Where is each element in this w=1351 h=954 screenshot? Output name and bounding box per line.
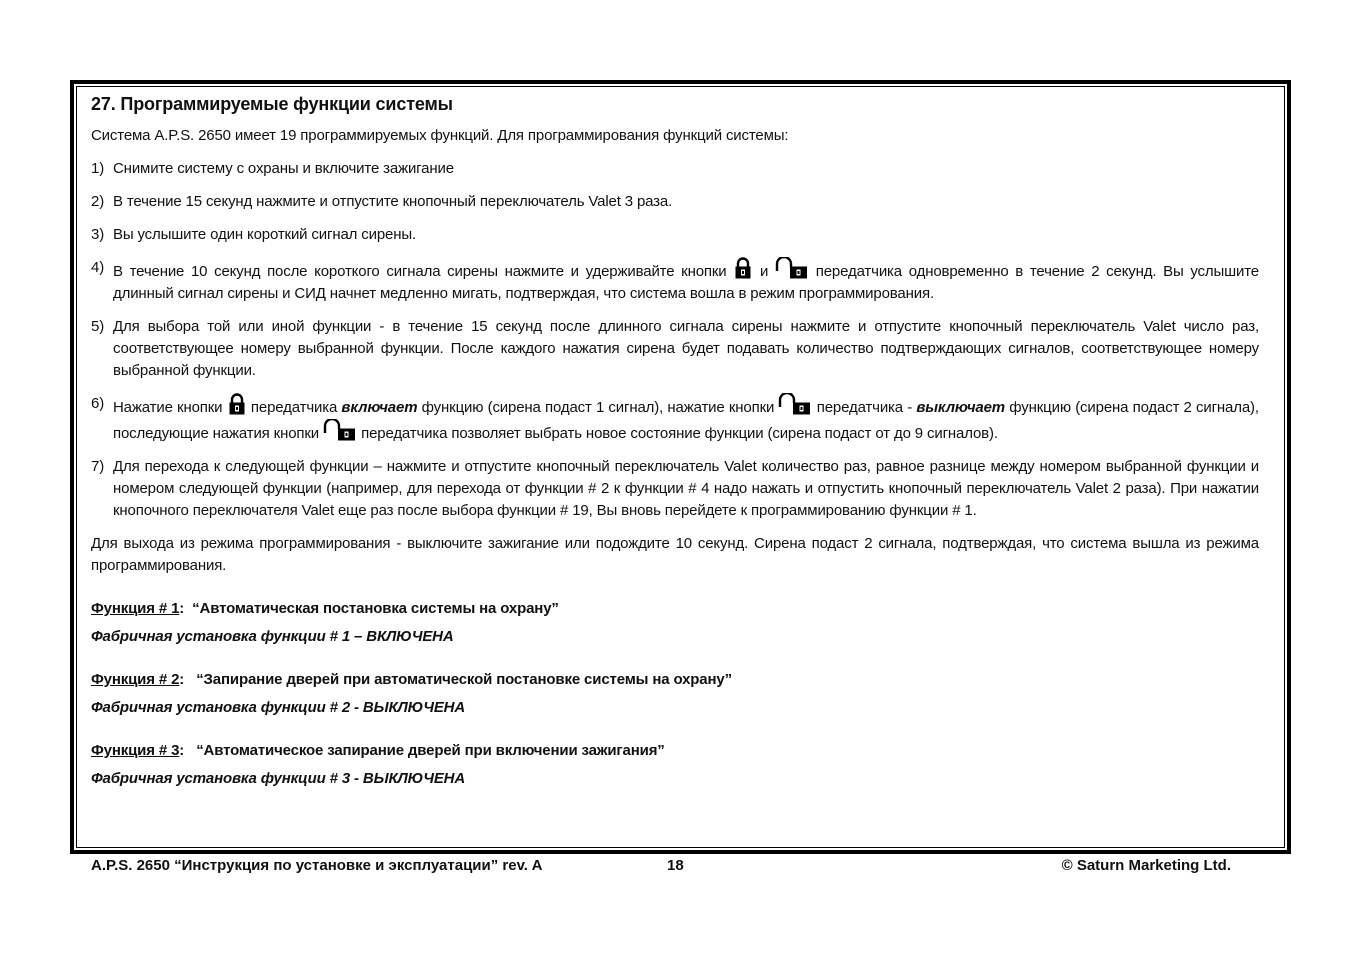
step-number: 7) [91,458,105,475]
step-number: 4) [91,259,105,276]
function-label: Функция # 2 [91,671,180,688]
step-text: Снимите систему с охраны и включите зажигание [113,160,454,177]
step-text-part: В течение 10 секунд после короткого сигнала сирены нажмите и удерживайте кнопки [113,263,727,280]
step-number: 1) [91,160,105,177]
step-text: В течение 15 секунд нажмите и отпустите кнопочный переключатель Valet 3 раза. [113,193,673,210]
footer-page-number: 18 [667,857,684,874]
function-2-block [91,669,1259,719]
step-2 [91,191,1259,213]
section-heading: 27. Программируемые функции системы [91,94,453,114]
document-body [91,90,1259,790]
page-footer [91,856,1231,876]
step-4 [91,257,1259,305]
function-default-setting: Фабричная установка функции # 1 – ВКЛЮЧЕНА [91,628,454,645]
step-1 [91,158,1259,180]
step-text [113,393,1259,445]
function-label: Функция # 3 [91,742,180,759]
step-text: Для выбора той или иной функции - в течение 15 секунд после длинного сигнала сирены нажмите и отпустите кнопочный переключатель Valet число раз, соответствующее номеру выбранной функции. После каждого нажатия сирена будет подавать количество подтверждающих сигналов, соответствующее номеру выбранной функции. [113,318,1259,379]
step-text: Вы услышите один короткий сигнал сирены. [113,226,417,243]
step-text-part: Нажатие кнопки [113,399,223,416]
function-label: Функция # 1 [91,600,180,617]
step-6 [91,393,1259,445]
intro-paragraph: Система A.P.S. 2650 имеет 19 программируемых функций. Для программирования функций системы: [91,127,789,144]
step-7 [91,456,1259,522]
lock-open-icon [323,419,357,441]
function-3-block [91,740,1259,790]
function-title: Функция # 1: “Автоматическая постановка системы на охрану” [91,600,559,617]
step-number: 5) [91,318,105,335]
step-text-part: передатчика - [816,399,913,416]
lock-open-icon [778,393,812,415]
function-title: Функция # 3: “Автоматическое запирание дверей при включении зажигания” [91,742,665,759]
step-text-part: функцию (сирена подаст 2 сигнала), последующие нажатия кнопки [113,399,1259,442]
function-title: Функция # 2: “Запирание дверей при автоматической постановке системы на охрану” [91,671,732,688]
lock-open-icon [775,257,809,279]
step-text-part: передатчика одновременно в течение 2 секунд. Вы услышите длинный сигнал сирены и СИД начнет медленно мигать, подтверждая, что система вошла в режим программирования. [113,263,1259,302]
enable-keyword: включает [341,399,418,416]
function-default-setting: Фабричная установка функции # 2 - ВЫКЛЮЧЕНА [91,699,466,716]
step-3 [91,224,1259,246]
function-name: “Автоматическое запирание дверей при включении зажигания” [196,742,665,759]
step-text-part: передатчика [250,399,338,416]
function-name: “Автоматическая постановка системы на охрану” [192,600,559,617]
lock-closed-icon [227,393,247,415]
exit-paragraph: Для выхода из режима программирования - выключите зажигание или подождите 10 секунд. Сирена подаст 2 сигнала, подтверждая, что система вышла из режима программирования. [91,535,1259,574]
step-number: 2) [91,193,105,210]
step-text-part: функцию (сирена подаст 1 сигнал), нажатие кнопки [421,399,775,416]
footer-document-title: A.P.S. 2650 “Инструкция по установке и эксплуатации” rev. A [91,857,543,874]
function-name: “Запирание дверей при автоматической постановке системы на охрану” [196,671,732,688]
footer-copyright: © Saturn Marketing Ltd. [1061,857,1231,874]
step-text [113,257,1259,305]
function-1-block [91,598,1259,648]
step-number: 6) [91,395,105,412]
disable-keyword: выключает [916,399,1005,416]
lock-closed-icon [733,257,753,279]
function-default-setting: Фабричная установка функции # 3 - ВЫКЛЮЧЕНА [91,770,466,787]
step-number: 3) [91,226,105,243]
step-5 [91,316,1259,382]
step-text: Для перехода к следующей функции – нажмите и отпустите кнопочный переключатель Valet количество раз, равное разнице между номером выбранной функции и номером следующей функции (например, для перехода от функции # 2 к функции # 4 надо нажать и отпустить кнопочный переключатель Valet 2 раза). При нажатии кнопочного переключателя Valet еще раз после выбора функции # 19, Вы вновь перейдете к программированию функции # 1. [113,458,1259,519]
step-text-part: передатчика позволяет выбрать новое состояние функции (сирена подаст от до 9 сигналов). [361,425,998,442]
step-text-part: и [760,263,769,280]
